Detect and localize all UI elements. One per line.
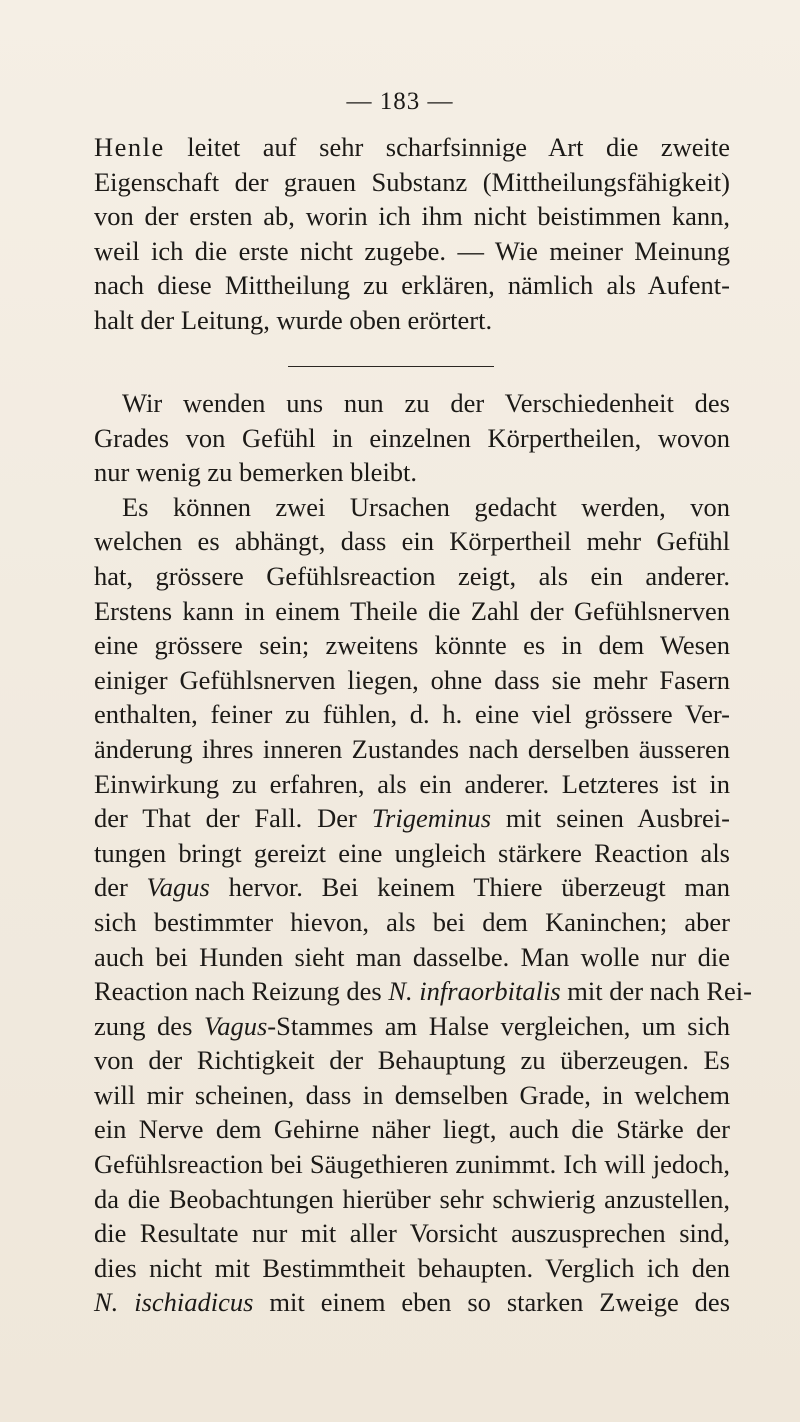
text-line <box>94 594 730 629</box>
text-segment: Einwirkung zu erfahren, als ein anderer. Letzteres ist in <box>94 768 730 799</box>
text-segment: der That der Fall. Der <box>94 803 372 834</box>
author-name: Henle <box>94 132 165 162</box>
text-segment: welchen es abhängt, dass ein Körpertheil mehr Gefühl <box>94 526 730 557</box>
paragraph-henle <box>94 130 730 338</box>
text-segment: da die Beobachtungen hierüber sehr schwierig anzustellen, <box>94 1183 730 1214</box>
text-line <box>94 870 730 905</box>
text-segment: auch bei Hunden sieht man dasselbe. Man wolle nur die <box>94 941 730 972</box>
italic-term: Vagus <box>203 1010 268 1041</box>
text-line <box>94 1147 730 1182</box>
text-line <box>94 1112 730 1147</box>
text-line <box>94 303 730 338</box>
text-segment: will mir scheinen, dass in demselben Grade, in welchem <box>94 1079 730 1110</box>
text-segment: zung des <box>94 1010 204 1041</box>
text-line <box>94 165 730 200</box>
section-divider <box>288 366 494 367</box>
text-segment: von der Richtigkeit der Behauptung zu überzeugen. Es <box>94 1045 730 1076</box>
text-line <box>94 1216 730 1251</box>
text-line <box>94 199 730 234</box>
text-line <box>94 697 730 732</box>
text-line <box>94 455 730 490</box>
text-line <box>94 490 730 525</box>
text-segment: Grades von Gefühl in einzelnen Körpertheilen, wovon <box>94 422 730 453</box>
italic-term: N. infraorbitalis <box>388 976 561 1007</box>
page-number: — 183 — <box>346 88 454 115</box>
text-line <box>94 421 730 456</box>
text-segment: von der ersten ab, worin ich ihm nicht beistimmen kann, <box>94 201 730 232</box>
text-segment: -Stammes am Halse vergleichen, um sich <box>267 1010 730 1041</box>
text-line <box>94 559 730 594</box>
text-line <box>94 234 730 269</box>
text-segment: Reaction nach Reizung des <box>94 976 389 1007</box>
text-segment: hat, grössere Gefühlsreaction zeigt, als ein anderer. <box>94 560 730 591</box>
text-line <box>94 974 752 1009</box>
text-segment: halt der Leitung, wurde oben erörtert. <box>94 304 493 335</box>
text-segment: Es können zwei Ursachen gedacht werden, von <box>122 491 730 522</box>
paragraph-gefuehl <box>94 386 752 1320</box>
text-segment: der <box>94 872 147 903</box>
text-segment: einiger Gefühlsnerven liegen, ohne dass sie mehr Fasern <box>94 664 730 695</box>
text-line <box>94 1182 730 1217</box>
text-line <box>94 836 730 871</box>
text-line <box>94 801 730 836</box>
text-line <box>94 268 730 303</box>
text-line <box>94 767 730 802</box>
text-line <box>94 1043 730 1078</box>
text-line <box>94 1285 730 1320</box>
text-segment: Gefühlsreaction bei Säugethieren zunimmt. Ich will jedoch, <box>94 1149 730 1180</box>
text-segment: die Resultate nur mit aller Vorsicht auszusprechen sind, <box>94 1218 730 1249</box>
italic-term: N. ischiadicus <box>94 1287 254 1318</box>
text-segment: enthalten, feiner zu fühlen, d. h. eine viel grössere Ver- <box>94 699 730 730</box>
text-segment: änderung ihres inneren Zustandes nach derselben äusseren <box>94 733 730 764</box>
text-segment: nur wenig zu bemerken bleibt. <box>94 457 418 488</box>
text-segment: dies nicht mit Bestimmtheit behaupten. Verglich ich den <box>94 1252 730 1283</box>
text-line <box>94 663 730 698</box>
text-segment: mit seinen Ausbrei- <box>491 803 730 834</box>
text-segment: mit einem eben so starken Zweige des <box>253 1287 731 1318</box>
text-line <box>94 130 730 165</box>
text-line <box>94 905 730 940</box>
text-segment: nach diese Mittheilung zu erklären, nämlich als Aufent- <box>94 270 730 301</box>
text-segment: Eigenschaft der grauen Substanz (Mittheilungsfähigkeit) <box>94 166 730 197</box>
text-segment: eine grössere sein; zweitens könnte es in dem Wesen <box>94 630 730 661</box>
text-line <box>94 1078 730 1113</box>
text-line <box>94 940 730 975</box>
text-line <box>94 386 730 421</box>
text-segment: tungen bringt gereizt eine ungleich stärkere Reaction als <box>94 837 730 868</box>
text-segment: Wir wenden uns nun zu der Verschiedenheit des <box>122 388 730 418</box>
text-segment: mit der nach Rei- <box>560 976 752 1007</box>
text-segment: sich bestimmter hievon, als bei dem Kaninchen; aber <box>94 906 730 937</box>
text-line <box>94 628 730 663</box>
italic-term: Trigeminus <box>371 803 492 834</box>
text-segment: weil ich die erste nicht zugebe. — Wie meiner Meinung <box>94 235 730 266</box>
italic-term: Vagus <box>146 872 210 903</box>
text-line <box>94 524 730 559</box>
text-segment: Erstens kann in einem Theile die Zahl der Gefühlsnerven <box>94 595 730 626</box>
text-line <box>94 1251 730 1286</box>
text-line <box>94 732 730 767</box>
text-segment: leitet auf sehr scharfsinnige Art die zweite <box>164 132 730 162</box>
text-segment: hervor. Bei keinem Thiere überzeugt man <box>209 872 730 903</box>
text-line <box>94 1009 730 1044</box>
text-segment: ein Nerve dem Gehirne näher liegt, auch die Stärke der <box>94 1114 730 1145</box>
